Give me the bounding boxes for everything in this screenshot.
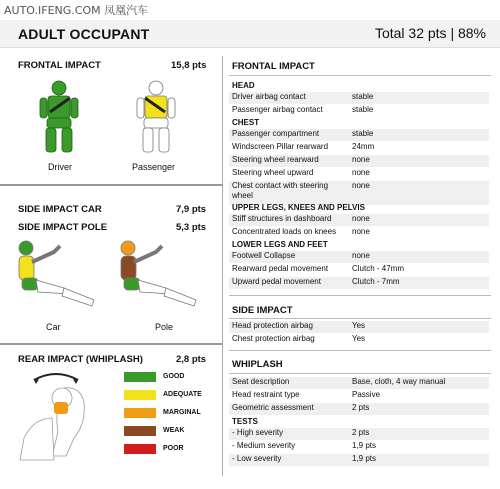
detail-value: none — [352, 227, 370, 236]
frontal-impact-title: FRONTAL IMPACT — [18, 60, 101, 71]
legend-swatch — [124, 372, 156, 382]
side-pole-label: Pole — [155, 322, 174, 332]
lower-subtitle: LOWER LEGS AND FEET — [232, 240, 328, 249]
detail-row — [229, 334, 489, 346]
driver-dummy-figure — [34, 80, 84, 160]
detail-key: - Low severity — [232, 454, 282, 463]
detail-row — [229, 264, 489, 276]
whiplash-dummy-figure — [14, 368, 114, 466]
detail-row — [229, 403, 489, 415]
passenger-label: Passenger — [132, 162, 176, 172]
detail-row — [229, 227, 489, 239]
detail-value: none — [352, 181, 370, 190]
detail-key: Windscreen Pillar rearward — [232, 142, 329, 151]
legs-subtitle: UPPER LEGS, KNEES AND PELVIS — [232, 203, 365, 212]
detail-key: Stiff structures in dashboard — [232, 214, 332, 223]
detail-value: Clutch - 47mm — [352, 264, 405, 273]
detail-value: 2 pts — [352, 428, 370, 437]
detail-row — [229, 428, 489, 440]
side-impact-pole-pts: 5,3 pts — [176, 222, 207, 233]
detail-value: 1,9 pts — [352, 441, 377, 450]
detail-key: Chest contact with steering — [232, 181, 329, 190]
total-score: Total 32 pts | 88% — [374, 25, 486, 41]
side-impact-pole-title: SIDE IMPACT POLE — [18, 222, 108, 233]
section-header — [0, 20, 500, 48]
watermark: AUTO.IFENG.COM 凤凰汽车 — [4, 4, 149, 17]
divider — [229, 318, 491, 319]
detail-value: Base, cloth, 4 way manual — [352, 377, 446, 386]
detail-row — [229, 390, 489, 402]
divider — [229, 295, 491, 296]
rear-impact-pts: 2,8 pts — [176, 354, 207, 365]
detail-key: Chest protection airbag — [232, 334, 315, 343]
detail-row — [229, 155, 489, 167]
section-title: ADULT OCCUPANT — [18, 26, 150, 42]
detail-value: 1,9 pts — [352, 454, 377, 463]
divider — [229, 75, 491, 76]
detail-key: - High severity — [232, 428, 284, 437]
side-car-dummy-figure — [14, 238, 104, 310]
legend-label: GOOD — [163, 373, 185, 380]
detail-key: Head restraint type — [232, 390, 300, 399]
detail-value: Passive — [352, 390, 381, 399]
detail-key: Passenger compartment — [232, 129, 320, 138]
detail-key: Concentrated loads on knees — [232, 227, 337, 236]
detail-value: Yes — [352, 334, 366, 343]
legend-swatch — [124, 426, 156, 436]
detail-key: Steering wheel rearward — [232, 155, 319, 164]
detail-row — [229, 142, 489, 154]
detail-key: - Medium severity — [232, 441, 296, 450]
side-impact-car-title: SIDE IMPACT CAR — [18, 204, 102, 215]
detail-row — [229, 105, 489, 117]
detail-value: 2 pts — [352, 403, 370, 412]
detail-key-continued: wheel — [232, 191, 253, 200]
detail-value: stable — [352, 92, 374, 101]
legend-label: POOR — [163, 445, 184, 452]
detail-value: none — [352, 155, 370, 164]
detail-value: Clutch - 7mm — [352, 277, 400, 286]
detail-row — [229, 441, 489, 453]
frontal-impact-pts: 15,8 pts — [171, 60, 207, 71]
divider — [0, 184, 222, 186]
detail-row — [229, 168, 489, 180]
chest-subtitle: CHEST — [232, 118, 260, 127]
driver-label: Driver — [48, 162, 72, 172]
detail-value: 24mm — [352, 142, 375, 151]
detail-row — [229, 251, 489, 263]
detail-row — [229, 377, 489, 389]
detail-key: Upward pedal movement — [232, 277, 321, 286]
detail-row — [229, 321, 489, 333]
detail-value: none — [352, 214, 370, 223]
right-frontal-title: FRONTAL IMPACT — [232, 61, 315, 72]
detail-value: Yes — [352, 321, 366, 330]
detail-row — [229, 129, 489, 141]
legend-label: MARGINAL — [163, 409, 201, 416]
detail-row — [229, 277, 489, 289]
detail-value: stable — [352, 105, 374, 114]
detail-key: Passenger airbag contact — [232, 105, 323, 114]
tests-subtitle: TESTS — [232, 417, 258, 426]
head-subtitle: HEAD — [232, 81, 255, 90]
side-car-label: Car — [46, 322, 61, 332]
detail-key: Head protection airbag — [232, 321, 313, 330]
legend-swatch — [124, 390, 156, 400]
legend-label: ADEQUATE — [163, 391, 202, 398]
passenger-dummy-figure — [131, 80, 181, 160]
legend-label: WEAK — [163, 427, 185, 434]
rear-impact-title: REAR IMPACT (WHIPLASH) — [18, 354, 143, 365]
detail-key: Steering wheel upward — [232, 168, 314, 177]
detail-row — [229, 181, 489, 205]
divider — [229, 350, 491, 351]
detail-value: stable — [352, 129, 374, 138]
detail-key: Driver airbag contact — [232, 92, 306, 101]
divider — [0, 343, 222, 345]
side-impact-title: SIDE IMPACT — [232, 305, 293, 316]
detail-row — [229, 92, 489, 104]
column-divider — [222, 56, 223, 476]
detail-key: Seat description — [232, 377, 290, 386]
legend-swatch — [124, 444, 156, 454]
detail-key: Rearward pedal movement — [232, 264, 329, 273]
side-impact-car-pts: 7,9 pts — [176, 204, 207, 215]
detail-key: Geometric assessment — [232, 403, 314, 412]
detail-value: none — [352, 168, 370, 177]
legend-swatch — [124, 408, 156, 418]
whiplash-title: WHIPLASH — [232, 359, 283, 370]
detail-value: none — [352, 251, 370, 260]
side-pole-dummy-figure — [116, 238, 206, 310]
detail-row — [229, 214, 489, 226]
detail-key: Footwell Collapse — [232, 251, 296, 260]
divider — [229, 373, 491, 374]
detail-row — [229, 454, 489, 466]
